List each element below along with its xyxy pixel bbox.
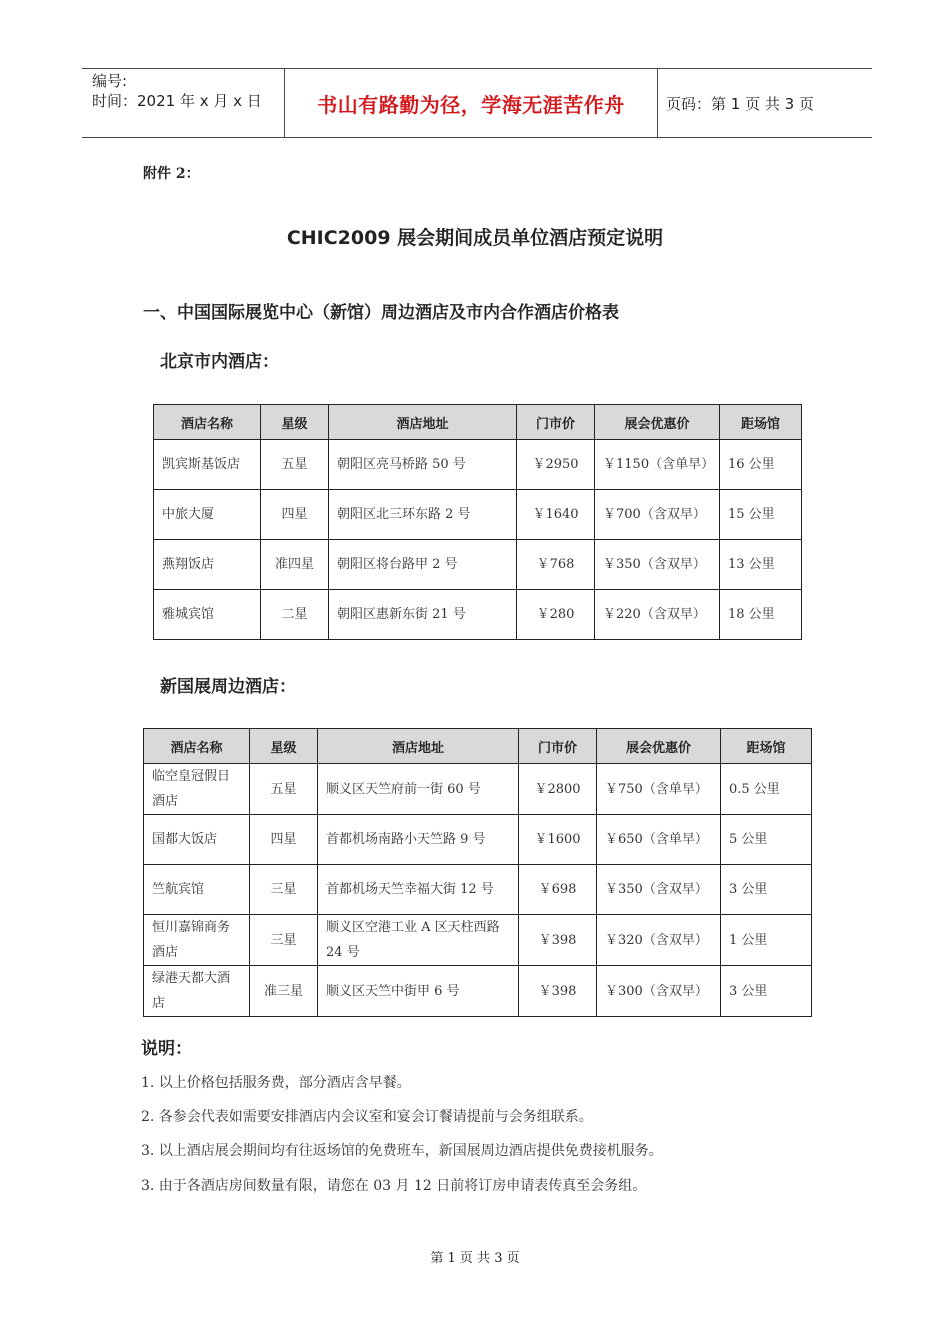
table-row: [154, 440, 802, 490]
hotel-distance: 16 公里: [720, 440, 802, 490]
hotel-rack-rate: ￥280: [517, 590, 595, 640]
hotel-rack-rate: ￥2800: [519, 764, 597, 815]
col-header-rack-rate: 门市价: [517, 405, 595, 440]
hotel-expo-rate: ￥700（含双早）: [595, 490, 720, 540]
hotel-name: 雅城宾馆: [154, 590, 261, 640]
hotel-address: 首都机场天竺幸福大街 12 号: [318, 865, 519, 915]
table-row: [144, 865, 812, 915]
table-row: [144, 815, 812, 865]
hotel-name: 国都大饭店: [144, 815, 250, 865]
header-meta: [82, 69, 284, 137]
xinguo-heading: 新国展周边酒店：: [160, 677, 296, 697]
notes-title: 说明：: [141, 1039, 192, 1059]
hotel-stars: 三星: [250, 865, 318, 915]
hotel-stars: 五星: [250, 764, 318, 815]
hotel-rack-rate: ￥698: [519, 865, 597, 915]
table-header-row: [154, 405, 802, 440]
header-motto: 书山有路勤为径，学海无涯苦作舟: [284, 69, 658, 137]
hotel-name: 临空皇冠假日酒店: [144, 764, 250, 815]
hotel-rack-rate: ￥2950: [517, 440, 595, 490]
beijing-heading: 北京市内酒店：: [160, 352, 279, 372]
section-heading: 一、中国国际展览中心（新馆）周边酒店及市内合作酒店价格表: [143, 303, 619, 323]
hotel-expo-rate: ￥350（含双早）: [597, 865, 721, 915]
table-row: [144, 915, 812, 966]
hotel-name: 恒川嘉锦商务酒店: [144, 915, 250, 966]
document-title: CHIC2009 展会期间成员单位酒店预定说明: [286, 227, 664, 249]
col-header-address: 酒店地址: [318, 729, 519, 764]
note-item: 3. 由于各酒店房间数量有限，请您在 03 月 12 日前将订房申请表传真至会务组。: [141, 1178, 647, 1194]
hotel-expo-rate: ￥220（含双早）: [595, 590, 720, 640]
note-item: 1. 以上价格包括服务费，部分酒店含早餐。: [141, 1075, 411, 1091]
col-header-name: 酒店名称: [154, 405, 261, 440]
time-label: 时间：2021 年 x 月 x 日: [92, 92, 262, 110]
col-header-rack-rate: 门市价: [519, 729, 597, 764]
hotel-name: 绿港天都大酒店: [144, 966, 250, 1017]
xinguo-hotel-table: [143, 728, 812, 1017]
table-header-row: [144, 729, 812, 764]
hotel-stars: 五星: [261, 440, 329, 490]
note-item: 2. 各参会代表如需要安排酒店内会议室和宴会订餐请提前与会务组联系。: [141, 1109, 593, 1125]
col-header-name: 酒店名称: [144, 729, 250, 764]
hotel-rack-rate: ￥398: [519, 966, 597, 1017]
table-row: [144, 764, 812, 815]
hotel-address: 朝阳区亮马桥路 50 号: [329, 440, 517, 490]
hotel-name: 竺航宾馆: [144, 865, 250, 915]
hotel-stars: 二星: [261, 590, 329, 640]
hotel-address: 朝阳区北三环东路 2 号: [329, 490, 517, 540]
col-header-address: 酒店地址: [329, 405, 517, 440]
col-header-distance: 距场馆: [720, 405, 802, 440]
serial-label: 编号:: [92, 72, 128, 90]
hotel-address: 首都机场南路小天竺路 9 号: [318, 815, 519, 865]
hotel-distance: 3 公里: [721, 966, 812, 1017]
hotel-distance: 15 公里: [720, 490, 802, 540]
hotel-expo-rate: ￥350（含双早）: [595, 540, 720, 590]
hotel-name: 中旅大厦: [154, 490, 261, 540]
hotel-stars: 准三星: [250, 966, 318, 1017]
hotel-rack-rate: ￥768: [517, 540, 595, 590]
hotel-stars: 准四星: [261, 540, 329, 590]
hotel-address: 朝阳区惠新东街 21 号: [329, 590, 517, 640]
col-header-stars: 星级: [261, 405, 329, 440]
hotel-distance: 0.5 公里: [721, 764, 812, 815]
table-row: [154, 490, 802, 540]
hotel-name: 燕翔饭店: [154, 540, 261, 590]
col-header-expo-rate: 展会优惠价: [597, 729, 721, 764]
hotel-address: 朝阳区将台路甲 2 号: [329, 540, 517, 590]
col-header-stars: 星级: [250, 729, 318, 764]
hotel-stars: 三星: [250, 915, 318, 966]
hotel-rack-rate: ￥398: [519, 915, 597, 966]
hotel-distance: 1 公里: [721, 915, 812, 966]
hotel-address: 顺义区天竺府前一街 60 号: [318, 764, 519, 815]
hotel-expo-rate: ￥650（含单早）: [597, 815, 721, 865]
hotel-distance: 3 公里: [721, 865, 812, 915]
annex-label: 附件 2：: [143, 166, 200, 182]
col-header-expo-rate: 展会优惠价: [595, 405, 720, 440]
page-header: [82, 68, 872, 138]
hotel-stars: 四星: [250, 815, 318, 865]
hotel-distance: 5 公里: [721, 815, 812, 865]
hotel-name: 凯宾斯基饭店: [154, 440, 261, 490]
hotel-stars: 四星: [261, 490, 329, 540]
table-row: [144, 966, 812, 1017]
col-header-distance: 距场馆: [721, 729, 812, 764]
hotel-distance: 13 公里: [720, 540, 802, 590]
hotel-address: 顺义区空港工业 A 区天柱西路 24 号: [318, 915, 519, 966]
table-row: [154, 540, 802, 590]
hotel-rack-rate: ￥1640: [517, 490, 595, 540]
hotel-expo-rate: ￥300（含双早）: [597, 966, 721, 1017]
hotel-address: 顺义区天竺中街甲 6 号: [318, 966, 519, 1017]
hotel-rack-rate: ￥1600: [519, 815, 597, 865]
page-footer: 第 1 页 共 3 页: [430, 1251, 520, 1266]
hotel-expo-rate: ￥320（含双早）: [597, 915, 721, 966]
note-item: 3. 以上酒店展会期间均有往返场馆的免费班车，新国展周边酒店提供免费接机服务。: [141, 1143, 663, 1159]
table-row: [154, 590, 802, 640]
hotel-distance: 18 公里: [720, 590, 802, 640]
hotel-expo-rate: ￥1150（含单早）: [595, 440, 720, 490]
header-page-info: 页码：第 1 页 共 3 页: [666, 94, 814, 113]
hotel-expo-rate: ￥750（含单早）: [597, 764, 721, 815]
beijing-hotel-table: [153, 404, 802, 640]
